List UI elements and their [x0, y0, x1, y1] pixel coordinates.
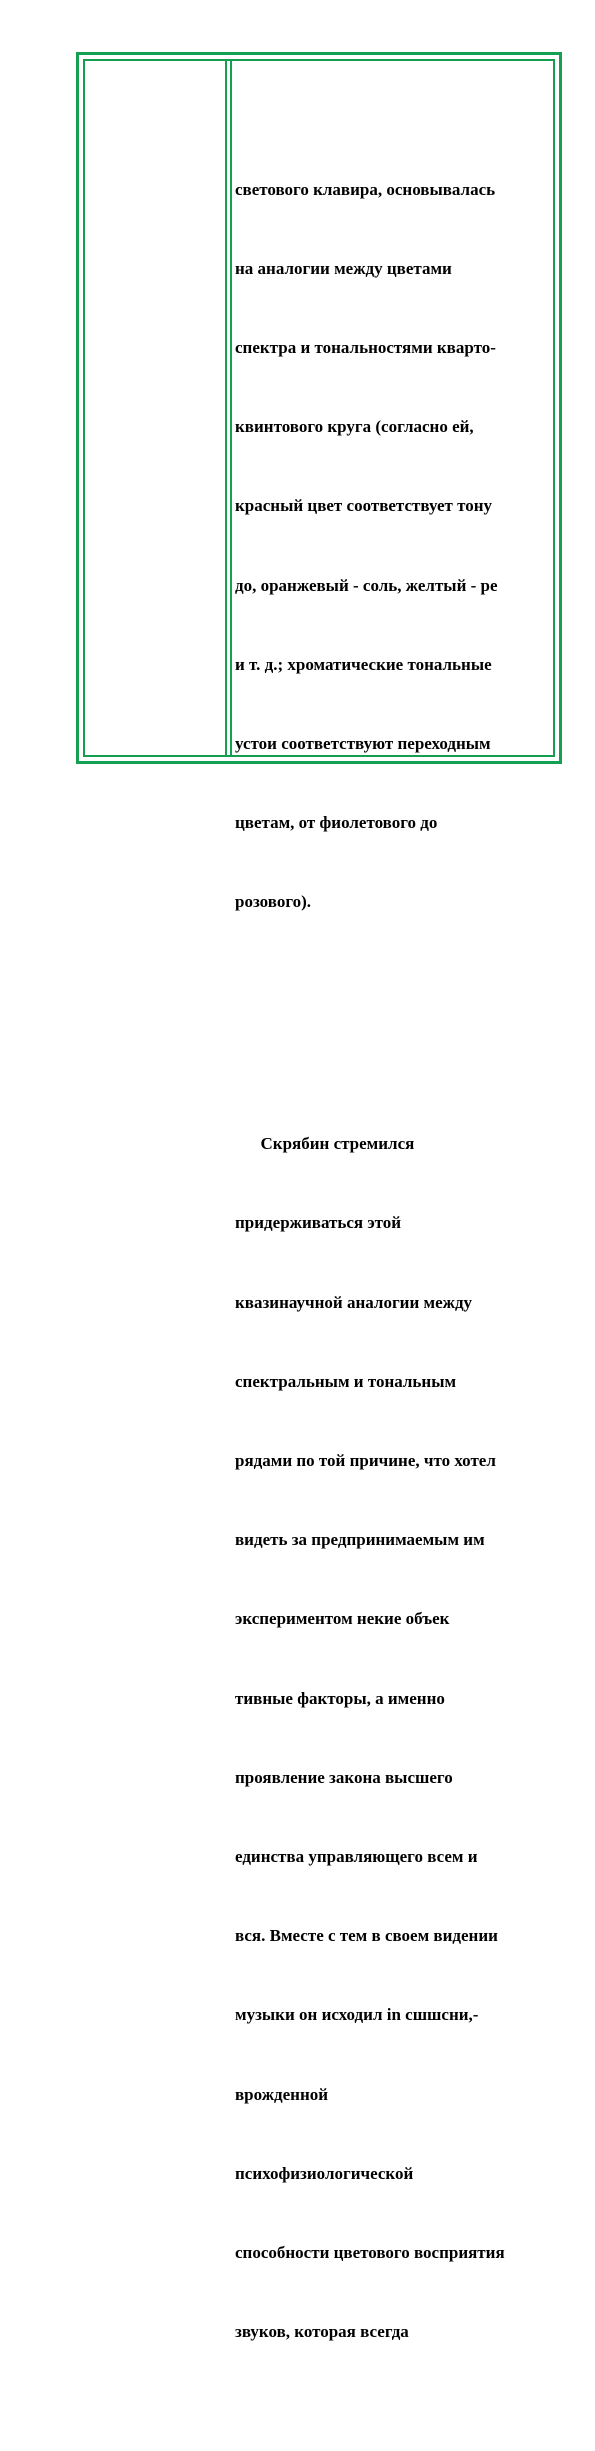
text-line: квазинаучной аналогии между [235, 1292, 473, 1312]
text-line: звуков, которая всегда [235, 2322, 409, 2342]
table-inner-border [83, 59, 555, 2342]
text-line: музыки он исходил in сшшсни,- [235, 2005, 479, 2025]
column-divider [230, 61, 232, 755]
text-line: проявление закона высшего [235, 1767, 453, 1787]
paragraph-spacer [235, 1021, 557, 1025]
text-line: рядами по той причине, что хотел [235, 1450, 496, 1470]
text-line: квинтового круга (согласно ей, [235, 417, 474, 437]
text-line: красный цвет соответствует тону [235, 496, 493, 516]
text-line: придерживаться этой [235, 1213, 402, 1233]
text-line: экспериментом некие объек [235, 1609, 450, 1629]
text-line: тивные факторы, а именно [235, 1688, 445, 1708]
text-line: спектра и тональностями кварто- [235, 338, 496, 358]
text-line: светового клавира, основывалась [235, 179, 496, 199]
table-outer-border [76, 52, 562, 2342]
text-line: вся. Вместе с тем в своем видении [235, 1926, 498, 1946]
text-line: врожденной [235, 2084, 329, 2104]
text-line: цветам, от фиолетового до [235, 813, 438, 833]
text-cell [235, 71, 557, 2451]
text-line: психофизиологической [235, 2163, 414, 2183]
paragraph-2 [235, 1078, 557, 2398]
empty-left-cell [85, 61, 225, 755]
text-line: и т. д.; хроматические тональные [235, 654, 492, 674]
text-line: спектральным и тональным [235, 1371, 457, 1391]
text-line: на аналогии между цветами [235, 258, 452, 278]
text-line: видеть за предпринимаемым им [235, 1530, 485, 1550]
text-line: до, оранжевый - соль, желтый - ре [235, 575, 498, 595]
text-line: устои соответствуют переходным [235, 734, 491, 754]
column-divider [225, 61, 227, 755]
paragraph-1 [235, 124, 557, 969]
text-line: единства управляющего всем и [235, 1846, 478, 1866]
text-line: способности цветового восприятия [235, 2242, 505, 2262]
text-line: Скрябин стремился [235, 1134, 415, 1154]
text-line: розового). [235, 892, 312, 912]
